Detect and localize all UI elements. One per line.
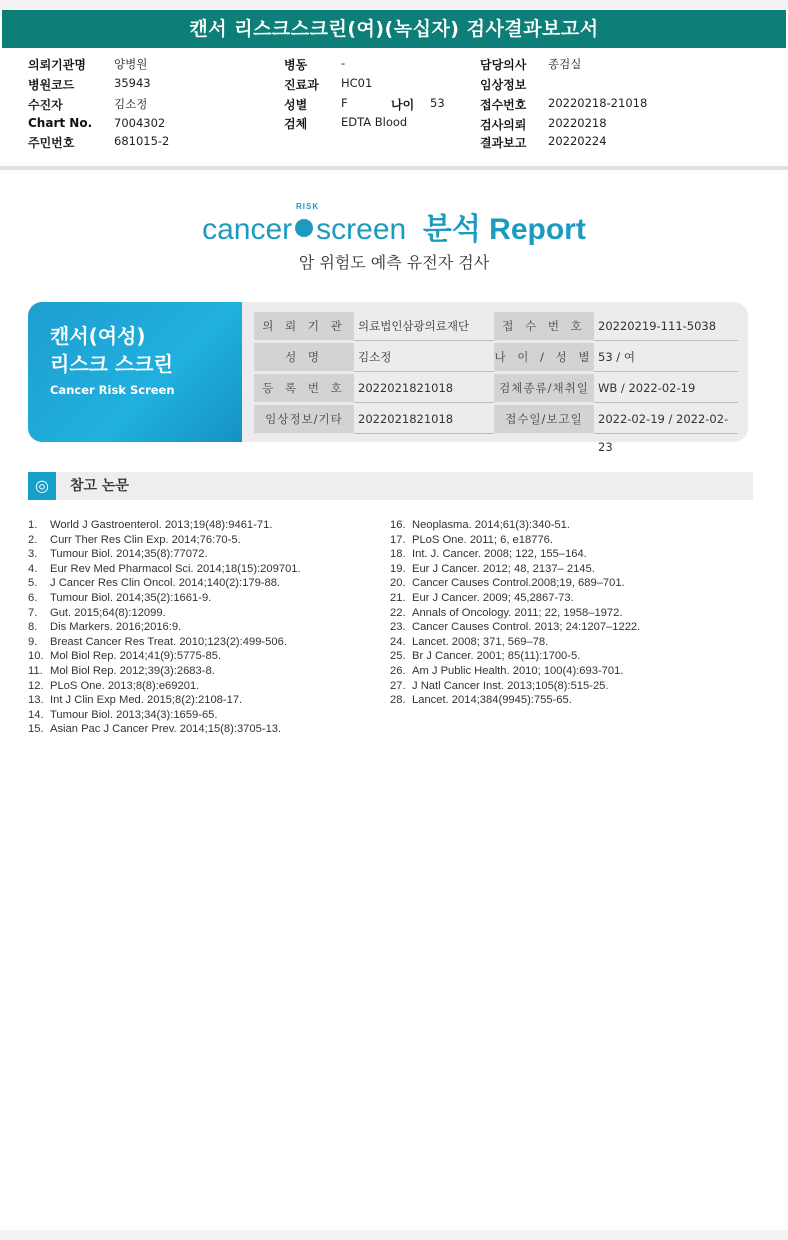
reference-item (28, 591, 301, 606)
reference-number: 6. (28, 591, 38, 604)
reference-item (28, 620, 301, 635)
reference-text: J Natl Cancer Inst. 2013;105(8):515-25. (412, 679, 609, 692)
patient-value: 김소정 (114, 97, 148, 111)
specimen-label: 검체 (284, 117, 308, 131)
reference-text: Eur J Cancer. 2009; 45,2867-73. (412, 591, 574, 604)
info-value: 53 / 여 (594, 343, 738, 372)
receipt-no-value: 20220218-21018 (548, 96, 648, 110)
reference-item (28, 722, 301, 737)
reference-text: Eur Rev Med Pharmacol Sci. 2014;18(15):209701. (50, 562, 301, 575)
reference-item (390, 591, 640, 606)
references-title: 참고 논문 (70, 478, 129, 494)
dna-icon (295, 219, 313, 237)
reference-item (390, 533, 640, 548)
info-value: 20220219-111-5038 (594, 312, 738, 341)
hospital-name-label: 의뢰기관명 (28, 58, 86, 72)
doctor-label: 담당의사 (480, 58, 527, 72)
info-value: WB / 2022-02-19 (594, 374, 738, 403)
reference-item (390, 606, 640, 621)
reference-item (390, 576, 640, 591)
reference-list-left (28, 518, 301, 737)
ward-label: 병동 (284, 58, 308, 72)
reference-number: 14. (28, 708, 44, 721)
reference-text: Am J Public Health. 2010; 100(4):693-701. (412, 664, 624, 677)
reference-item (28, 649, 301, 664)
test-request-label: 검사의뢰 (480, 118, 527, 132)
reference-number: 27. (390, 679, 406, 692)
reference-item (390, 679, 640, 694)
result-report-value: 20220224 (548, 134, 607, 148)
reference-text: World J Gastroenterol. 2013;19(48):9461-71. (50, 519, 273, 531)
top-margin-bar (0, 0, 788, 10)
reference-text: Int. J. Cancer. 2008; 122, 155–164. (412, 548, 587, 561)
reference-item (28, 533, 301, 548)
chart-no-value: 7004302 (114, 116, 166, 130)
reference-number: 11. (28, 664, 43, 677)
reference-item (390, 635, 640, 650)
reference-item (390, 693, 640, 708)
reference-item (28, 708, 301, 723)
test-request-value: 20220218 (548, 116, 607, 130)
reference-number: 18. (390, 548, 406, 561)
info-label: 성 명 (254, 343, 354, 371)
info-value: 김소정 (354, 343, 494, 372)
reference-number: 22. (390, 606, 406, 619)
reference-item (390, 518, 640, 533)
reference-text: Breast Cancer Res Treat. 2010;123(2):499-506. (50, 635, 287, 648)
reference-number: 21. (390, 591, 406, 604)
logo-cancer-text: cancer (202, 213, 293, 246)
card-title-en: Cancer Risk Screen (50, 383, 175, 397)
reference-text: Curr Ther Res Clin Exp. 2014;76:70-5. (50, 533, 241, 546)
reference-number: 12. (28, 679, 44, 692)
reference-item (28, 679, 301, 694)
report-subtitle: 암 위험도 예측 유전자 검사 (298, 253, 490, 272)
info-value: 2022021821018 (354, 405, 494, 434)
reference-number: 8. (28, 621, 38, 634)
sex-label: 성별 (284, 98, 308, 112)
reference-item (390, 664, 640, 679)
reference-number: 9. (28, 635, 38, 648)
info-label: 나 이 / 성 별 (494, 343, 594, 371)
reference-number: 25. (390, 650, 406, 663)
reference-item (390, 547, 640, 562)
reference-item (390, 562, 640, 577)
resident-no-label: 주민번호 (28, 136, 75, 150)
report-header-info (0, 52, 788, 164)
reference-text: Cancer Causes Control.2008;19, 689–701. (412, 577, 625, 590)
info-value: 의료법인삼광의료재단 (354, 312, 494, 341)
reference-number: 4. (28, 562, 38, 575)
reference-text: Cancer Causes Control. 2013; 24:1207–1222. (412, 621, 641, 634)
reference-text: J Cancer Res Clin Oncol. 2014;140(2):179-88. (50, 577, 281, 590)
info-value: 2022-02-19 / 2022-02-23 (594, 405, 738, 434)
reference-item (28, 518, 301, 533)
reference-text: PLoS One. 2011; 6, e18776. (412, 533, 553, 546)
reference-text: Int J Clin Exp Med. 2015;8(2):2108-17. (50, 694, 243, 707)
reference-text: Asian Pac J Cancer Prev. 2014;15(8):3705-13. (50, 723, 282, 736)
card-title-ko-1: 캔서(여성) (50, 324, 146, 348)
reference-number: 16. (390, 519, 406, 531)
logo-risk-text: RISK (296, 202, 320, 211)
reference-number: 24. (390, 635, 406, 648)
info-label: 의 뢰 기 관 (254, 312, 354, 340)
cancer-screen-logo (0, 204, 788, 248)
info-label: 임상정보/기타 (254, 405, 354, 433)
doctor-value: 종검실 (548, 57, 582, 71)
info-value: 2022021821018 (354, 374, 494, 403)
reference-number: 23. (390, 621, 406, 634)
reference-text: Gut. 2015;64(8):12099. (50, 606, 166, 619)
reference-number: 5. (28, 577, 38, 590)
reference-text: Br J Cancer. 2001; 85(11):1700-5. (412, 650, 581, 663)
reference-text: Mol Biol Rep. 2014;41(9):5775-85. (50, 650, 222, 663)
reference-text: PLoS One. 2013;8(8):e69201. (50, 679, 200, 692)
reference-text: Tumour Biol. 2013;34(3):1659-65. (50, 708, 218, 721)
reference-text: Tumour Biol. 2014;35(8):77072. (50, 548, 208, 561)
age-value: 53 (430, 96, 445, 110)
reference-number: 20. (390, 577, 406, 590)
globe-icon: ◎ (28, 472, 56, 500)
reference-text: Mol Biol Rep. 2012;39(3):2683-8. (50, 664, 215, 677)
reference-number: 17. (390, 533, 406, 546)
reference-number: 10. (28, 650, 44, 663)
chart-no-label: Chart No. (28, 116, 93, 130)
patient-info-card (28, 302, 748, 454)
reference-text: Eur J Cancer. 2012; 48, 2137– 2145. (412, 562, 595, 575)
info-label: 검체종류/채취일 (494, 374, 594, 402)
clinical-info-label: 임상정보 (480, 78, 527, 92)
reference-number: 1. (28, 519, 38, 531)
info-label: 등 록 번 호 (254, 374, 354, 402)
reference-item (390, 649, 640, 664)
reference-list-right (390, 518, 640, 708)
specimen-value: EDTA Blood (341, 115, 408, 129)
card-title-ko-2: 리스크 스크린 (50, 352, 173, 376)
header-divider (0, 166, 788, 170)
info-label: 접 수 번 호 (494, 312, 594, 340)
reference-item (28, 693, 301, 708)
reference-number: 26. (390, 664, 406, 677)
receipt-no-label: 접수번호 (480, 98, 527, 112)
reference-text: Tumour Biol. 2014;35(2):1661-9. (50, 591, 212, 604)
reference-item (28, 635, 301, 650)
reference-text: Annals of Oncology. 2011; 22, 1958–1972. (412, 606, 623, 619)
reference-text: Lancet. 2014;384(9945):755-65. (412, 694, 572, 707)
patient-label: 수진자 (28, 98, 63, 112)
hospital-code-label: 병원코드 (28, 78, 75, 92)
reference-item (28, 547, 301, 562)
report-title: 캔서 리스크스크린(여)(녹십자) 검사결과보고서 (2, 10, 786, 48)
hospital-name-value: 양병원 (114, 57, 148, 71)
reference-item (28, 664, 301, 679)
reference-number: 2. (28, 533, 38, 546)
logo-report-text: 분석 Report (422, 213, 586, 246)
department-label: 진료과 (284, 78, 319, 92)
result-report-label: 결과보고 (480, 136, 527, 150)
bottom-margin-bar (0, 1230, 788, 1240)
reference-item (28, 562, 301, 577)
hospital-code-value: 35943 (114, 76, 151, 90)
logo-screen-text: screen (316, 213, 407, 246)
reference-item (28, 576, 301, 591)
reference-text: Dis Markers. 2016;2016:9. (50, 621, 182, 634)
reference-number: 13. (28, 694, 44, 707)
department-value: HC01 (341, 76, 373, 90)
references-section-header (28, 472, 753, 500)
reference-number: 15. (28, 723, 44, 736)
age-label: 나이 (391, 98, 415, 112)
reference-number: 28. (390, 694, 406, 707)
reference-text: Neoplasma. 2014;61(3):340-51. (412, 519, 570, 531)
resident-no-value: 681015-2 (114, 134, 170, 148)
reference-text: Lancet. 2008; 371, 569–78. (412, 635, 549, 648)
card-banner (28, 302, 242, 442)
reference-number: 19. (390, 562, 406, 575)
reference-number: 7. (28, 606, 38, 619)
reference-item (28, 606, 301, 621)
reference-number: 3. (28, 548, 38, 561)
sex-value: F (341, 96, 348, 110)
info-label: 접수일/보고일 (494, 405, 594, 433)
reference-item (390, 620, 640, 635)
ward-value: - (341, 56, 346, 70)
